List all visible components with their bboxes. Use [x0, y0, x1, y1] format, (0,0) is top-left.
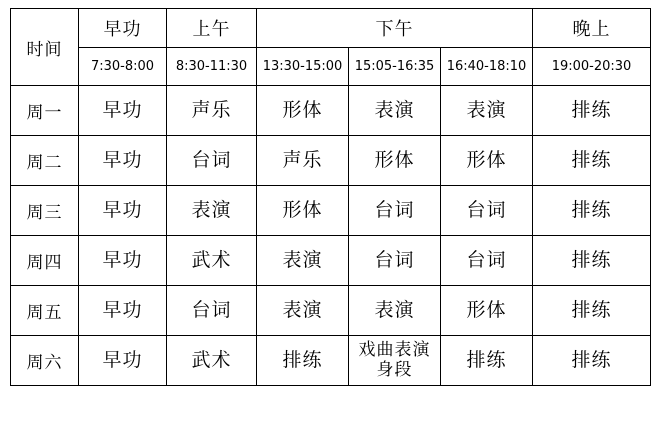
table-row	[11, 336, 651, 386]
period-header-row	[11, 9, 651, 48]
class-cell: 形体	[349, 136, 441, 186]
class-cell: 早功	[79, 136, 167, 186]
class-cell: 表演	[257, 236, 349, 286]
class-cell: 排练	[441, 336, 533, 386]
table-header	[11, 9, 651, 86]
class-cell: 排练	[533, 236, 651, 286]
class-cell: 早功	[79, 336, 167, 386]
period-header-am: 上午	[167, 9, 257, 48]
class-cell: 表演	[167, 186, 257, 236]
class-cell: 台词	[167, 286, 257, 336]
day-label: 周三	[11, 186, 79, 236]
class-cell: 排练	[533, 186, 651, 236]
class-cell: 排练	[257, 336, 349, 386]
class-cell: 排练	[533, 136, 651, 186]
day-label: 周二	[11, 136, 79, 186]
day-label: 周一	[11, 86, 79, 136]
table-row	[11, 136, 651, 186]
time-header-row	[11, 48, 651, 86]
day-label: 周四	[11, 236, 79, 286]
class-schedule-table	[10, 8, 651, 386]
time-slot-3: 13:30-15:00	[257, 48, 349, 86]
class-cell: 表演	[257, 286, 349, 336]
class-cell: 形体	[257, 186, 349, 236]
class-cell: 表演	[349, 86, 441, 136]
class-cell: 排练	[533, 86, 651, 136]
period-header-evening: 晚上	[533, 9, 651, 48]
class-cell: 台词	[441, 186, 533, 236]
class-cell: 形体	[441, 136, 533, 186]
class-cell: 戏曲表演 身段	[349, 336, 441, 386]
time-slot-6: 19:00-20:30	[533, 48, 651, 86]
time-slot-5: 16:40-18:10	[441, 48, 533, 86]
table-body	[11, 86, 651, 386]
day-label: 周六	[11, 336, 79, 386]
class-cell: 排练	[533, 286, 651, 336]
class-cell: 表演	[441, 86, 533, 136]
class-cell: 声乐	[167, 86, 257, 136]
class-cell: 形体	[441, 286, 533, 336]
table-row	[11, 186, 651, 236]
corner-time-label: 时间	[11, 9, 79, 86]
day-label: 周五	[11, 286, 79, 336]
time-slot-1: 7:30-8:00	[79, 48, 167, 86]
class-cell: 形体	[257, 86, 349, 136]
class-cell: 早功	[79, 236, 167, 286]
period-header-pm: 下午	[257, 9, 533, 48]
class-cell: 声乐	[257, 136, 349, 186]
class-cell: 排练	[533, 336, 651, 386]
class-cell: 早功	[79, 186, 167, 236]
class-cell: 武术	[167, 336, 257, 386]
class-cell: 台词	[349, 186, 441, 236]
period-header-morning-drill: 早功	[79, 9, 167, 48]
class-cell: 台词	[167, 136, 257, 186]
class-cell: 武术	[167, 236, 257, 286]
table-row	[11, 86, 651, 136]
time-slot-4: 15:05-16:35	[349, 48, 441, 86]
class-cell: 台词	[349, 236, 441, 286]
class-cell: 台词	[441, 236, 533, 286]
class-cell: 表演	[349, 286, 441, 336]
class-cell: 早功	[79, 86, 167, 136]
class-cell: 早功	[79, 286, 167, 336]
table-row	[11, 236, 651, 286]
time-slot-2: 8:30-11:30	[167, 48, 257, 86]
table-row	[11, 286, 651, 336]
